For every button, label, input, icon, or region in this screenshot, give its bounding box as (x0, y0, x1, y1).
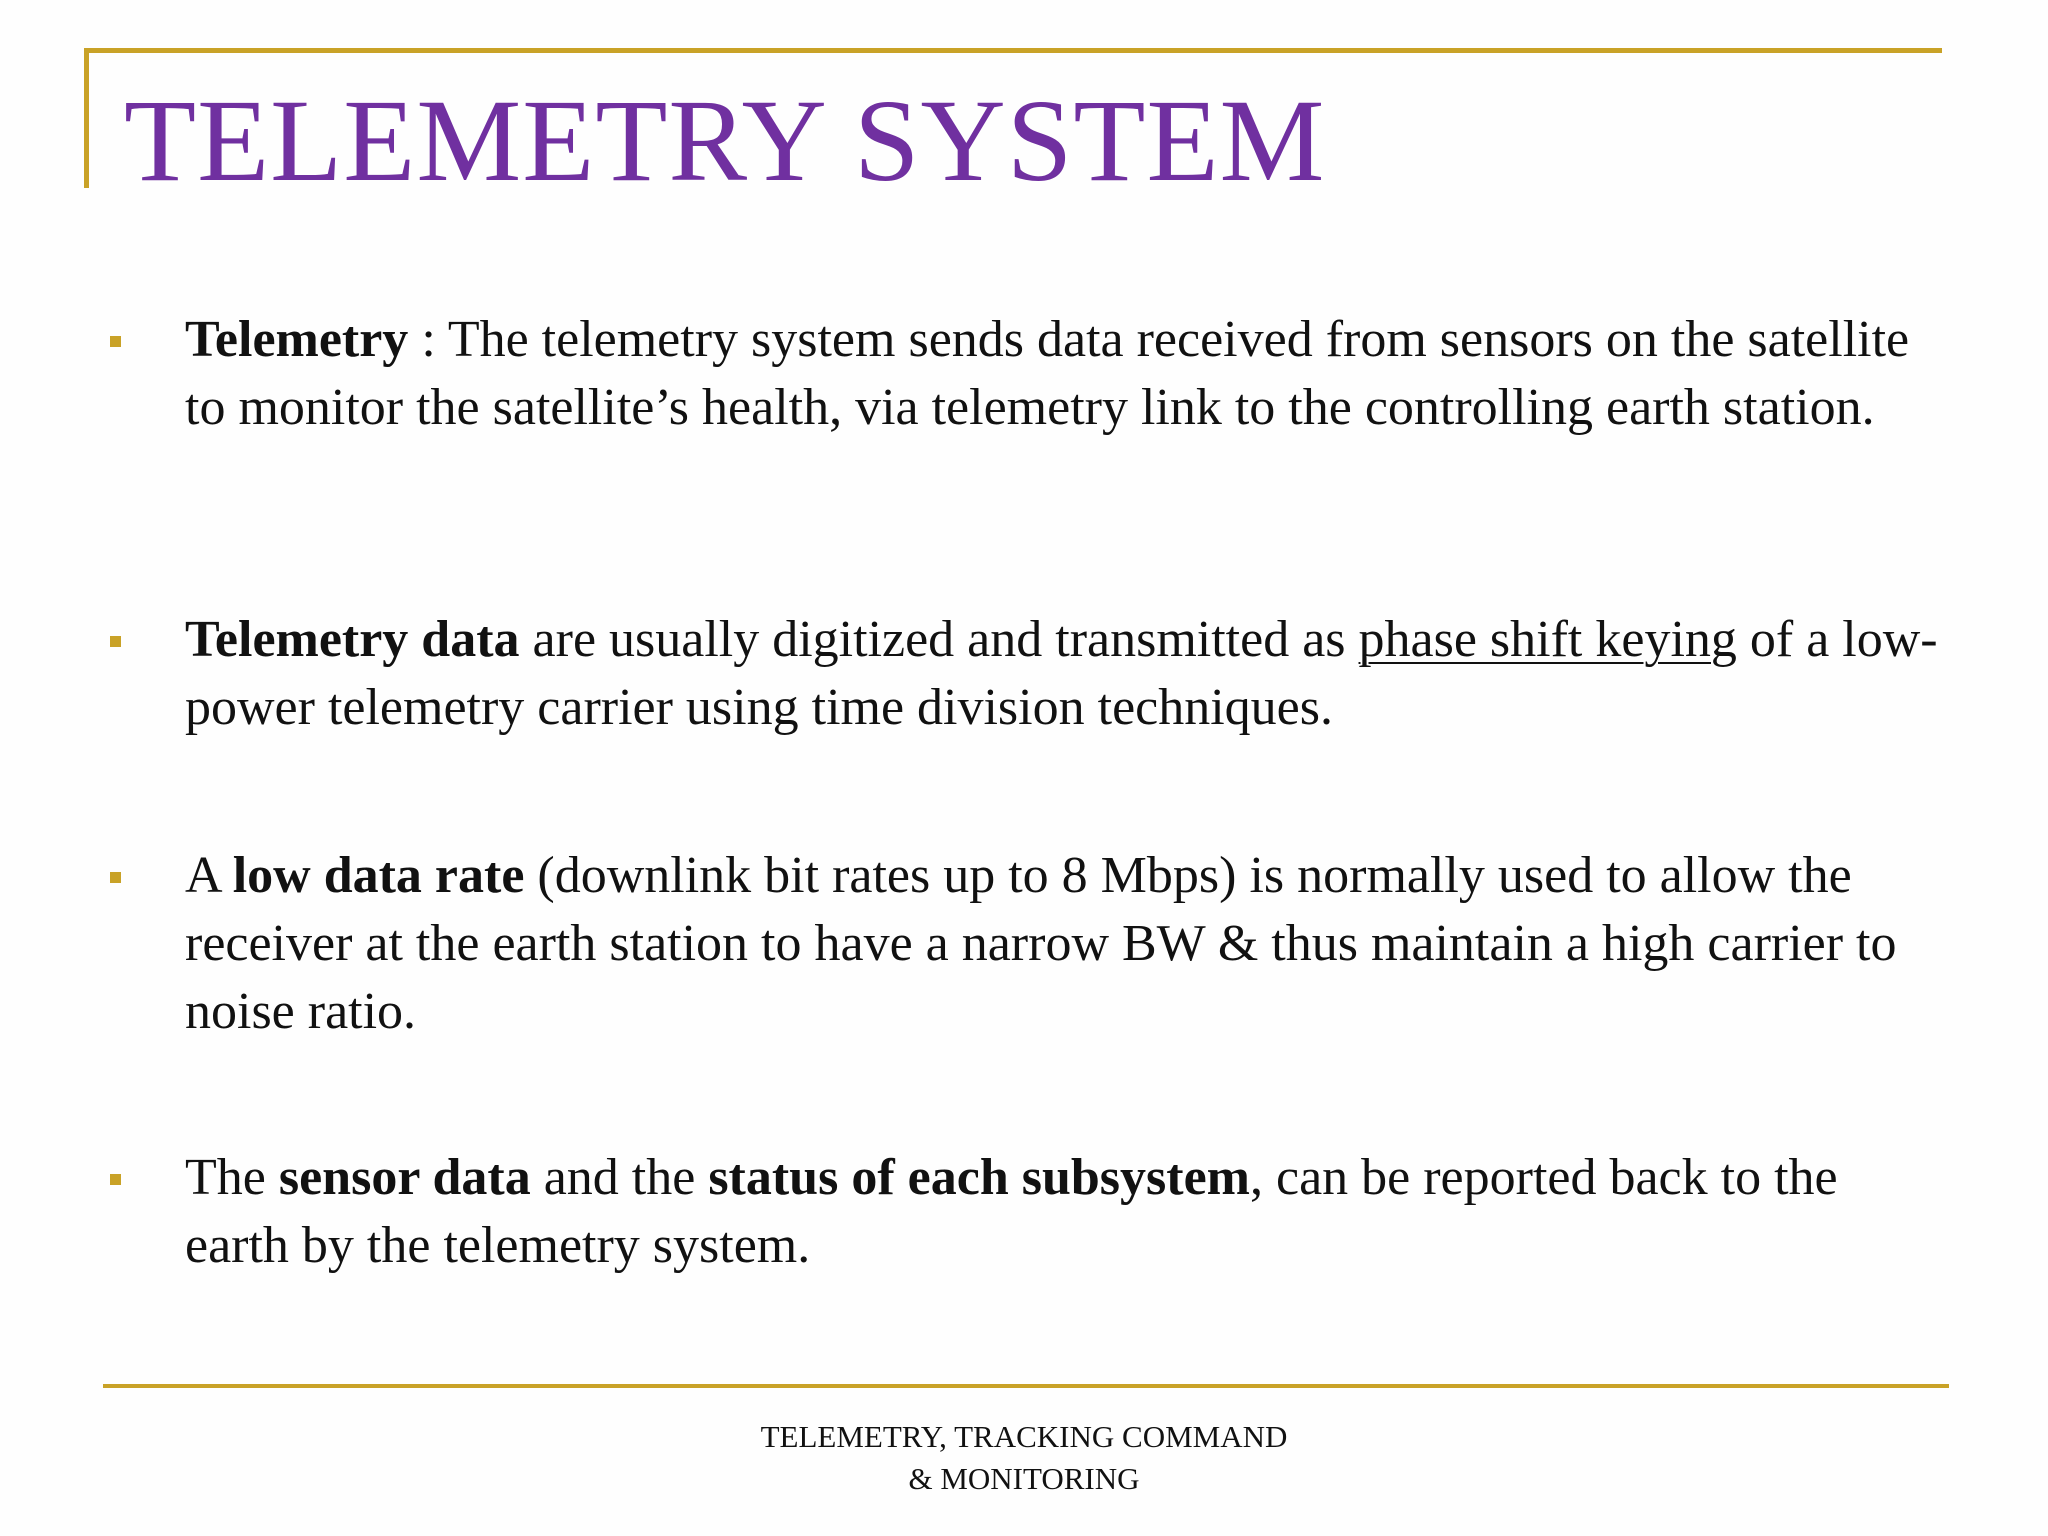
underlined-term: phase shift keying (1358, 611, 1737, 668)
footer-divider (103, 1384, 1949, 1388)
bullet-keyword: status of each subsystem (708, 1149, 1250, 1206)
bullet-text (185, 842, 1940, 1046)
bullet-marker-icon (110, 336, 121, 347)
bullet-body: A (185, 847, 233, 904)
bullet-body: : The telemetry system sends data received from sensors on the satellite to monitor the satellite’s health, via telemetry link to the controlling earth station. (185, 311, 1910, 436)
bullet-text (185, 1144, 1940, 1280)
bullet-body: of a low-power telemetry carrier using time division techniques. (185, 611, 1938, 736)
bullet-text (185, 606, 1940, 742)
bullet-keyword: Telemetry data (185, 611, 520, 668)
bullet-text (185, 306, 1940, 442)
bullet-body: are usually digitized and transmitted as (519, 611, 1359, 668)
footer-line-2: & MONITORING (908, 1461, 1140, 1496)
bullet-marker-icon (110, 872, 121, 883)
bullet-body: , can be reported back to the earth by the telemetry system. (185, 1149, 1838, 1274)
bullet-marker-icon (110, 636, 121, 647)
bullet-body: (downlink bit rates up to 8 Mbps) is normally used to allow the receiver at the earth station to have a narrow BW & thus maintain a high carrier to noise ratio. (185, 847, 1897, 1040)
bullet-keyword: sensor data (278, 1149, 531, 1206)
slide-title: TELEMETRY SYSTEM (124, 75, 1326, 206)
bullet-body: and the (530, 1149, 709, 1206)
bullet-keyword: low data rate (232, 847, 525, 904)
bullet-keyword: Telemetry (185, 311, 409, 368)
bullet-body: The (185, 1149, 279, 1206)
bullet-marker-icon (110, 1174, 121, 1185)
slide-footer (0, 1416, 2048, 1500)
footer-line-1: TELEMETRY, TRACKING COMMAND (760, 1419, 1288, 1454)
